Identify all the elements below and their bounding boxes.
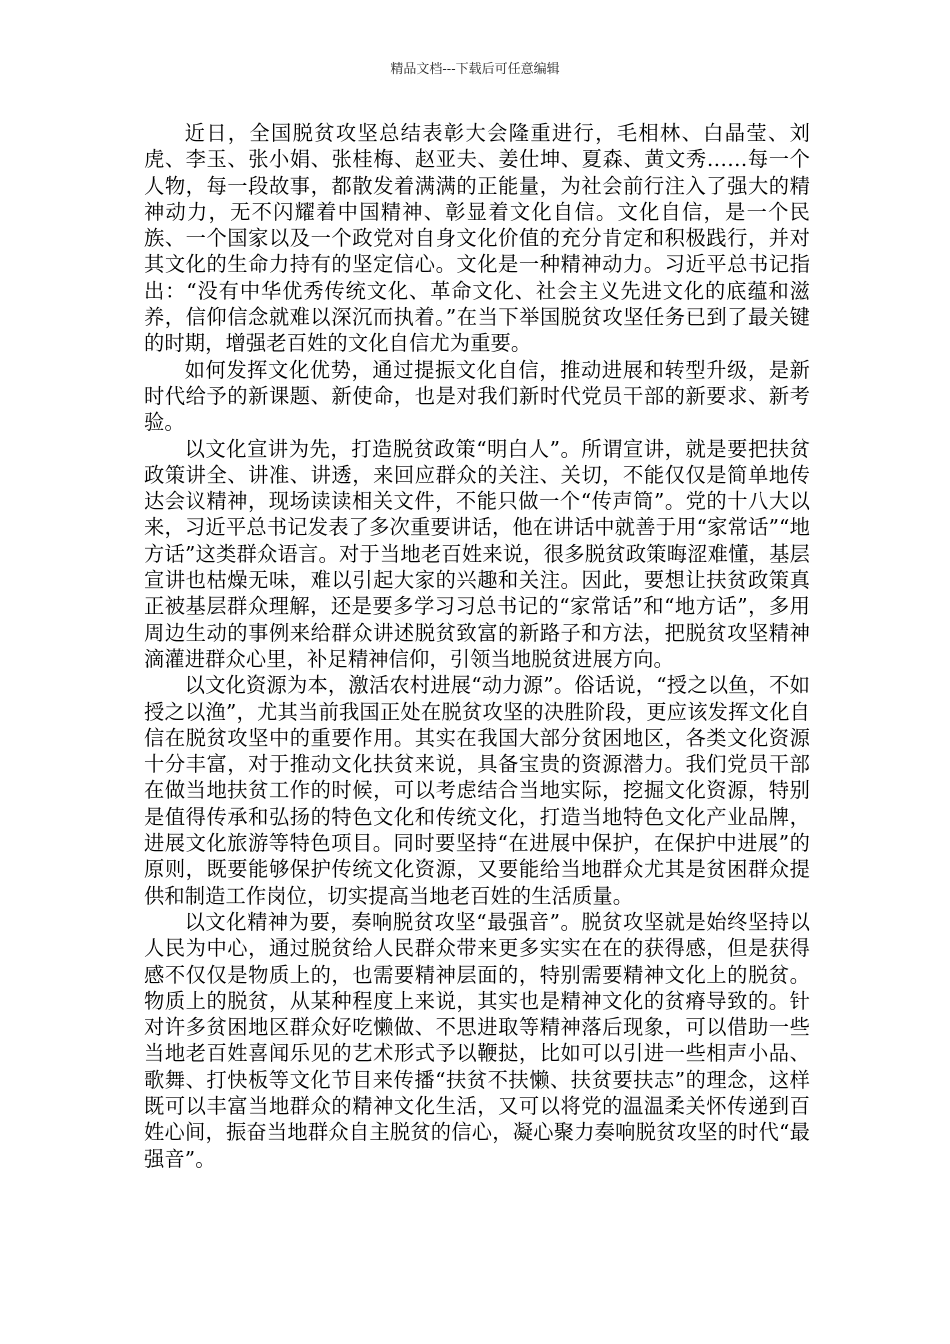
page-header: 精品文档---下载后可任意编辑 — [390, 62, 560, 77]
document-body — [144, 120, 810, 1172]
paragraph-5: 以文化精神为要，奏响脱贫攻坚“最强音”。脱贫攻坚就是始终坚持以人民为中心，通过脱贫给人民群众带来更多实实在在的获得感，但是获得感不仅仅是物质上的，也需要精神层面的，特别需要精神文化上的脱贫。物质上的脱贫，从某种程度上来说，其实也是精神文化的贫瘠导致的。针对许多贫困地区群众好吃懒做、不思进取等精神落后现象，可以借助一些当地老百姓喜闻乐见的艺术形式予以鞭挞，比如可以引进一些相声小品、歌舞、打快板等文化节目来传播“扶贫不扶懒、扶贫要扶志”的理念，这样既可以丰富当地群众的精神文化生活，又可以将党的温温柔关怀传递到百姓心间，振奋当地群众自主脱贫的信心，凝心聚力奏响脱贫攻坚的时代“最强音”。 — [144, 909, 810, 1171]
paragraph-4: 以文化资源为本，激活农村进展“动力源”。俗话说，“授之以鱼，不如授之以渔”，尤其当前我国正处在脱贫攻坚的决胜阶段，更应该发挥文化自信在脱贫攻坚中的重要作用。其实在我国大部分贫困地区，各类文化资源十分丰富，对于推动文化扶贫来说，具备宝贵的资源潜力。我们党员干部在做当地扶贫工作的时候，可以考虑结合当地实际，挖掘文化资源，特别是值得传承和弘扬的特色文化和传统文化，打造当地特色文化产业品牌，进展文化旅游等特色项目。同时要坚持“在进展中保护，在保护中进展”的原则，既要能够保护传统文化资源，又要能给当地群众尤其是贫困群众提供和制造工作岗位，切实提高当地老百姓的生活质量。 — [144, 673, 810, 908]
paragraph-2: 如何发挥文化优势，通过提振文化自信，推动进展和转型升级，是新时代给予的新课题、新使命，也是对我们新时代党员干部的新要求、新考验。 — [144, 357, 810, 435]
paragraph-1: 近日，全国脱贫攻坚总结表彰大会隆重进行，毛相林、白晶莹、刘虎、李玉、张小娟、张桂梅、赵亚夫、姜仕坤、夏森、黄文秀……每一个人物，每一段故事，都散发着满满的正能量，为社会前行注入了强大的精神动力，无不闪耀着中国精神、彰显着文化自信。文化自信，是一个民族、一个国家以及一个政党对自身文化价值的充分肯定和积极践行，并对其文化的生命力持有的坚定信心。文化是一种精神动力。习近平总书记指出：“没有中华优秀传统文化、革命文化、社会主义先进文化的底蕴和滋养，信仰信念就难以深沉而执着。”在当下举国脱贫攻坚任务已到了最关键的时期，增强老百姓的文化自信尤为重要。 — [144, 121, 810, 356]
paragraph-3: 以文化宣讲为先，打造脱贫政策“明白人”。所谓宣讲，就是要把扶贫政策讲全、讲准、讲透，来回应群众的关注、关切，不能仅仅是简单地传达会议精神，现场读读相关文件，不能只做一个“传声筒”。党的十八大以来，习近平总书记发表了多次重要讲话，他在讲话中就善于用“家常话”“地方话”这类群众语言。对于当地老百姓来说，很多脱贫政策晦涩难懂，基层宣讲也枯燥无味，难以引起大家的兴趣和关注。因此，要想让扶贫政策真正被基层群众理解，还是要多学习习总书记的“家常话”和“地方话”，多用周边生动的事例来给群众讲述脱贫致富的新路子和方法，把脱贫攻坚精神滴灌进群众心里，补足精神信仰，引领当地脱贫进展方向。 — [144, 436, 810, 671]
